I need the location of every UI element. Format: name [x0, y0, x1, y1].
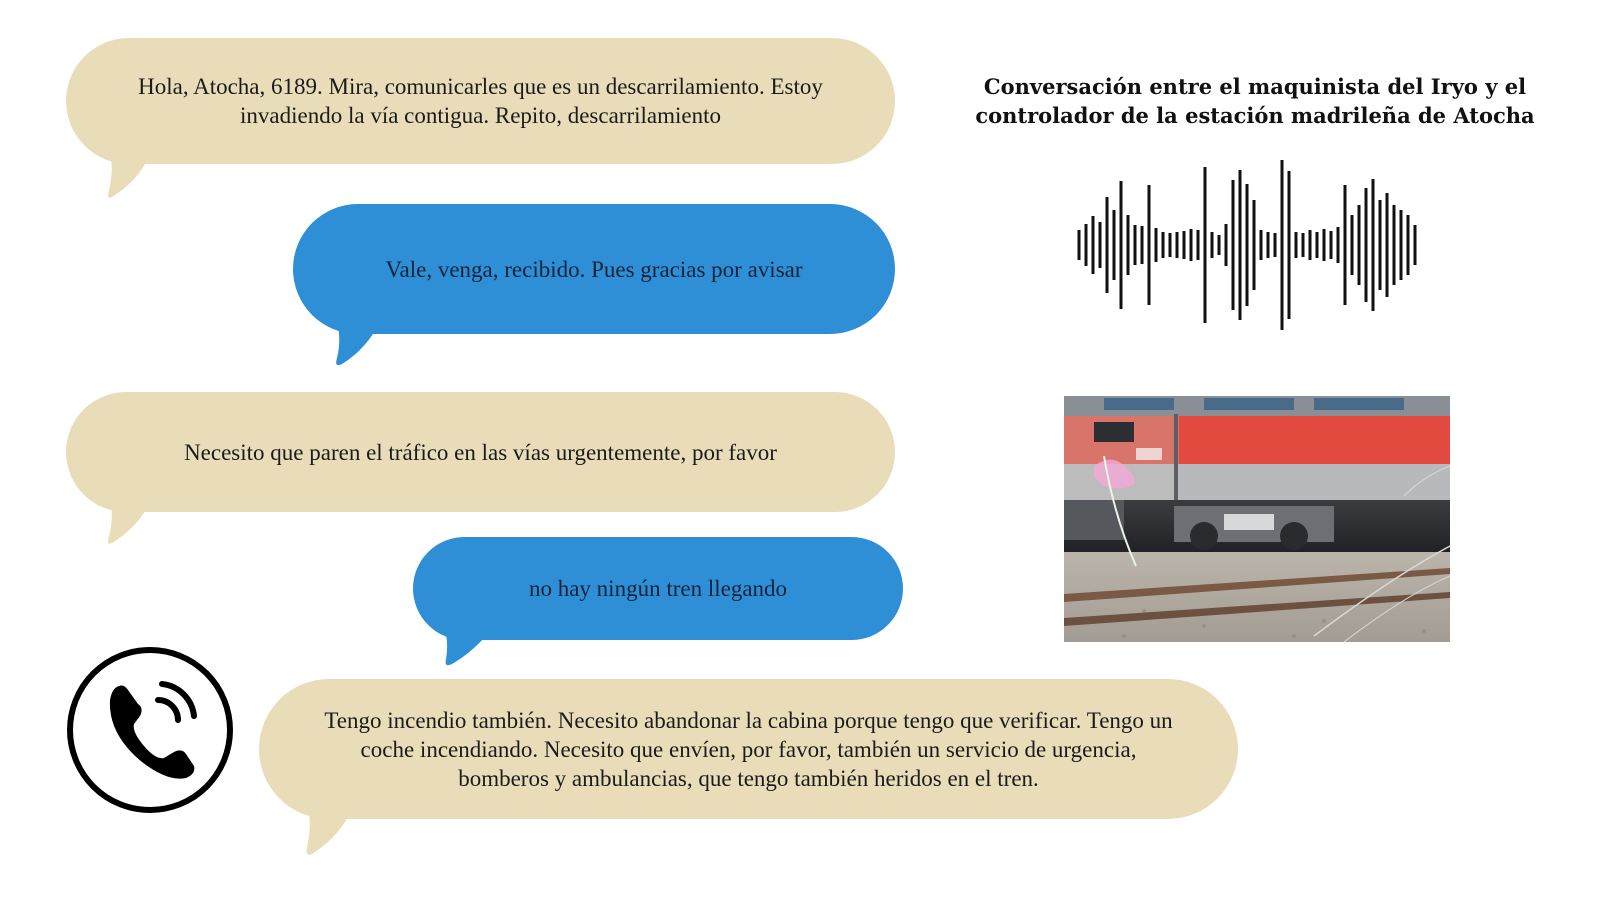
page-title: Conversación entre el maquinista del Iryo y el controlador de la estación madrileña de Atocha — [975, 74, 1535, 128]
bubble-tail-4 — [440, 626, 500, 668]
message-text-1: Hola, Atocha, 6189. Mira, comunicarles que es un descarrilamiento. Estoy invadiendo la vía contigua. Repito, descarrilamiento — [138, 74, 823, 128]
audio-waveform-icon — [1075, 150, 1435, 340]
bubble-tail-3 — [100, 498, 160, 546]
train-photo — [1064, 396, 1450, 642]
bubble-tail-1 — [100, 150, 160, 200]
bubble-tail-2 — [330, 318, 390, 368]
message-text-2: Vale, venga, recibido. Pues gracias por avisar — [385, 256, 803, 282]
message-bubble-4 — [413, 537, 903, 640]
message-text-4: no hay ningún tren llegando — [528, 576, 788, 601]
message-bubble-3 — [66, 392, 895, 512]
message-bubble-5 — [259, 679, 1238, 819]
message-bubble-1 — [66, 38, 895, 164]
message-text-5: Tengo incendio también. Necesito abandonar la cabina porque tengo que verificar. Tengo un coche incendiando. Necesito que envíen, por favor, también un servicio de urgencia, bomberos y ambulancias, que tengo también heridos en el tren. — [324, 707, 1173, 791]
bubble-tail-5 — [300, 805, 360, 857]
message-text-3: Necesito que paren el tráfico en las vías urgentemente, por favor — [184, 439, 777, 465]
phone-call-icon — [64, 644, 236, 816]
message-bubble-2 — [293, 204, 895, 334]
